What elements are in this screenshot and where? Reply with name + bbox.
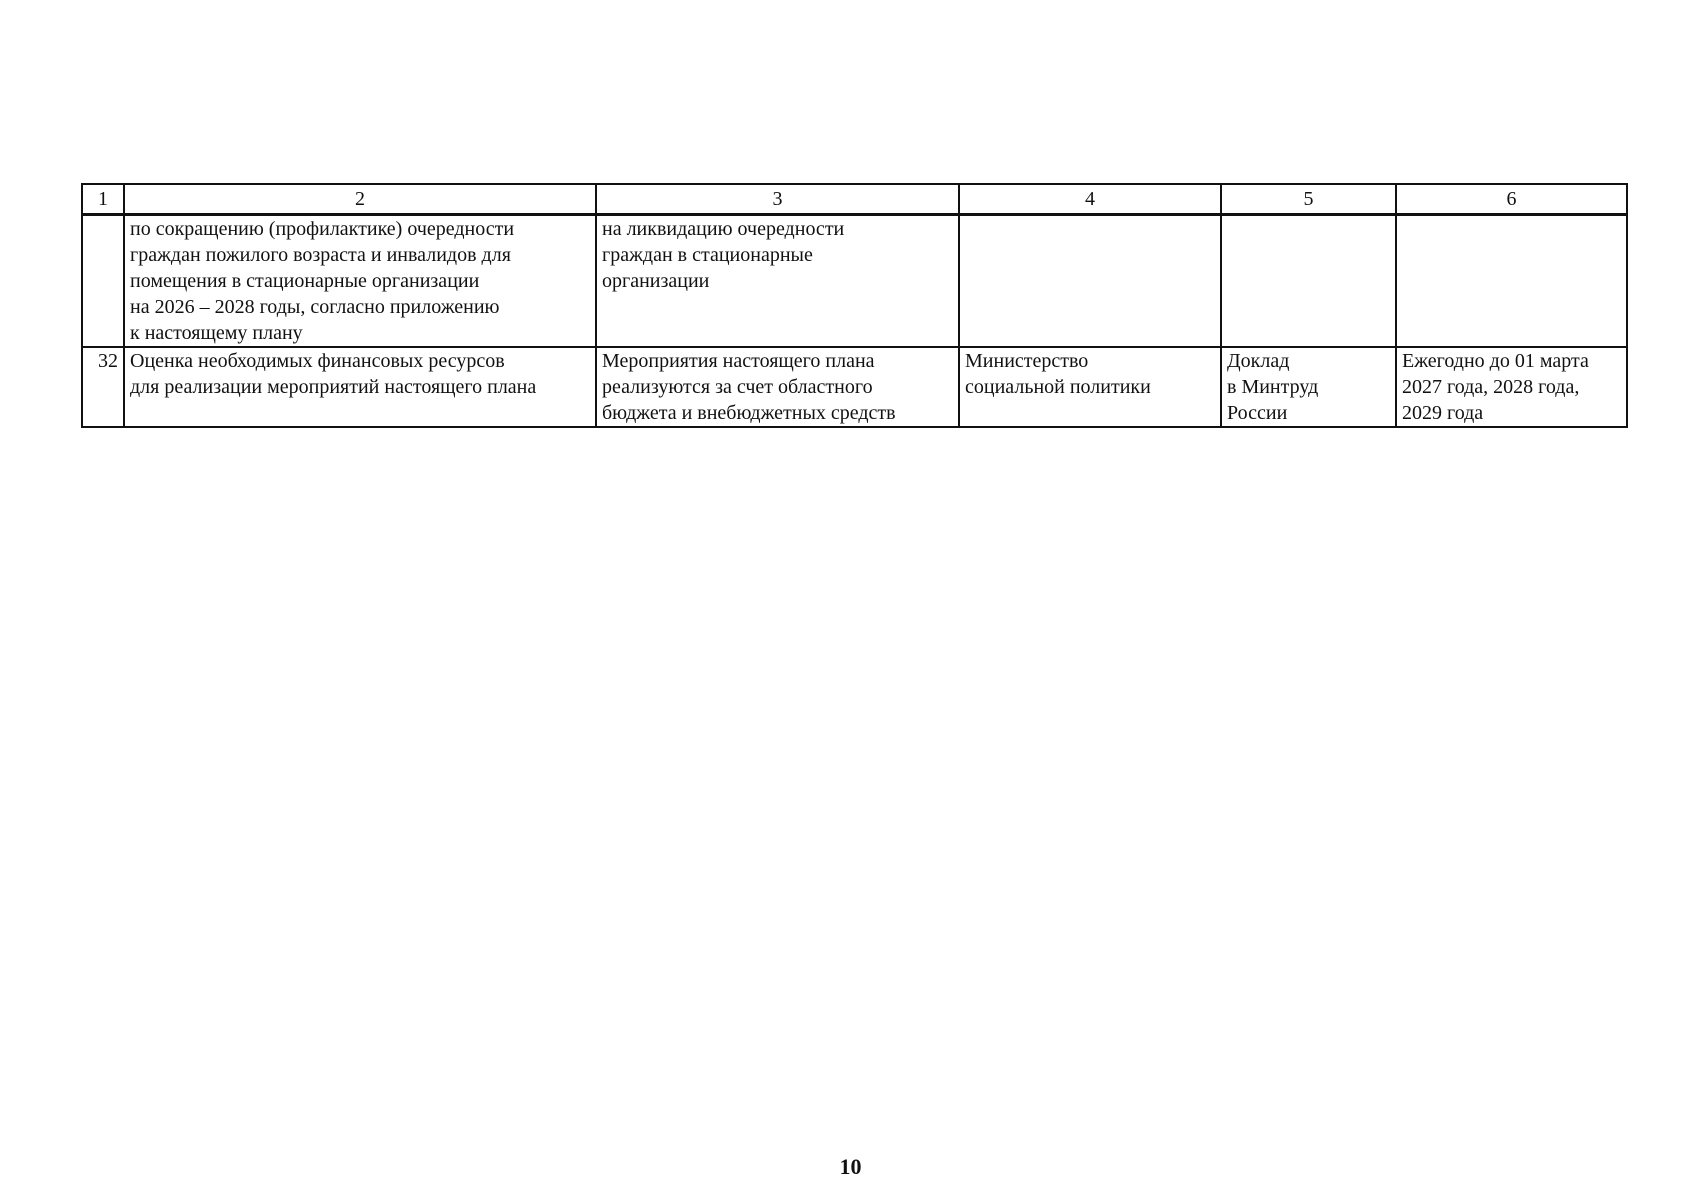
deadline-cell: Ежегодно до 01 марта 2027 года, 2028 года, 2029 года — [1396, 347, 1627, 427]
header-col-1: 1 — [82, 184, 124, 215]
plan-table — [81, 183, 1628, 428]
header-col-2: 2 — [124, 184, 596, 215]
table-row — [82, 215, 1627, 348]
header-col-4: 4 — [959, 184, 1221, 215]
table-row — [82, 347, 1627, 427]
deadline-cell — [1396, 215, 1627, 348]
event-cell: по сокращению (профилактике) очередности граждан пожилого возраста и инвалидов для помещения в стационарные организации на 2026 – 2028 годы, согласно приложению к настоящему плану — [124, 215, 596, 348]
responsible-cell — [959, 215, 1221, 348]
form-cell: Доклад в Минтруд России — [1221, 347, 1396, 427]
header-col-5: 5 — [1221, 184, 1396, 215]
result-cell: на ликвидацию очередности граждан в стационарные организации — [596, 215, 959, 348]
form-cell — [1221, 215, 1396, 348]
row-number: 32 — [82, 347, 124, 427]
header-row — [82, 184, 1627, 215]
result-cell: Мероприятия настоящего плана реализуются за счет областного бюджета и внебюджетных средств — [596, 347, 959, 427]
row-number — [82, 215, 124, 348]
page-number: 10 — [839, 1154, 862, 1179]
event-cell: Оценка необходимых финансовых ресурсов для реализации мероприятий настоящего плана — [124, 347, 596, 427]
header-col-6: 6 — [1396, 184, 1627, 215]
header-col-3: 3 — [596, 184, 959, 215]
responsible-cell: Министерство социальной политики — [959, 347, 1221, 427]
